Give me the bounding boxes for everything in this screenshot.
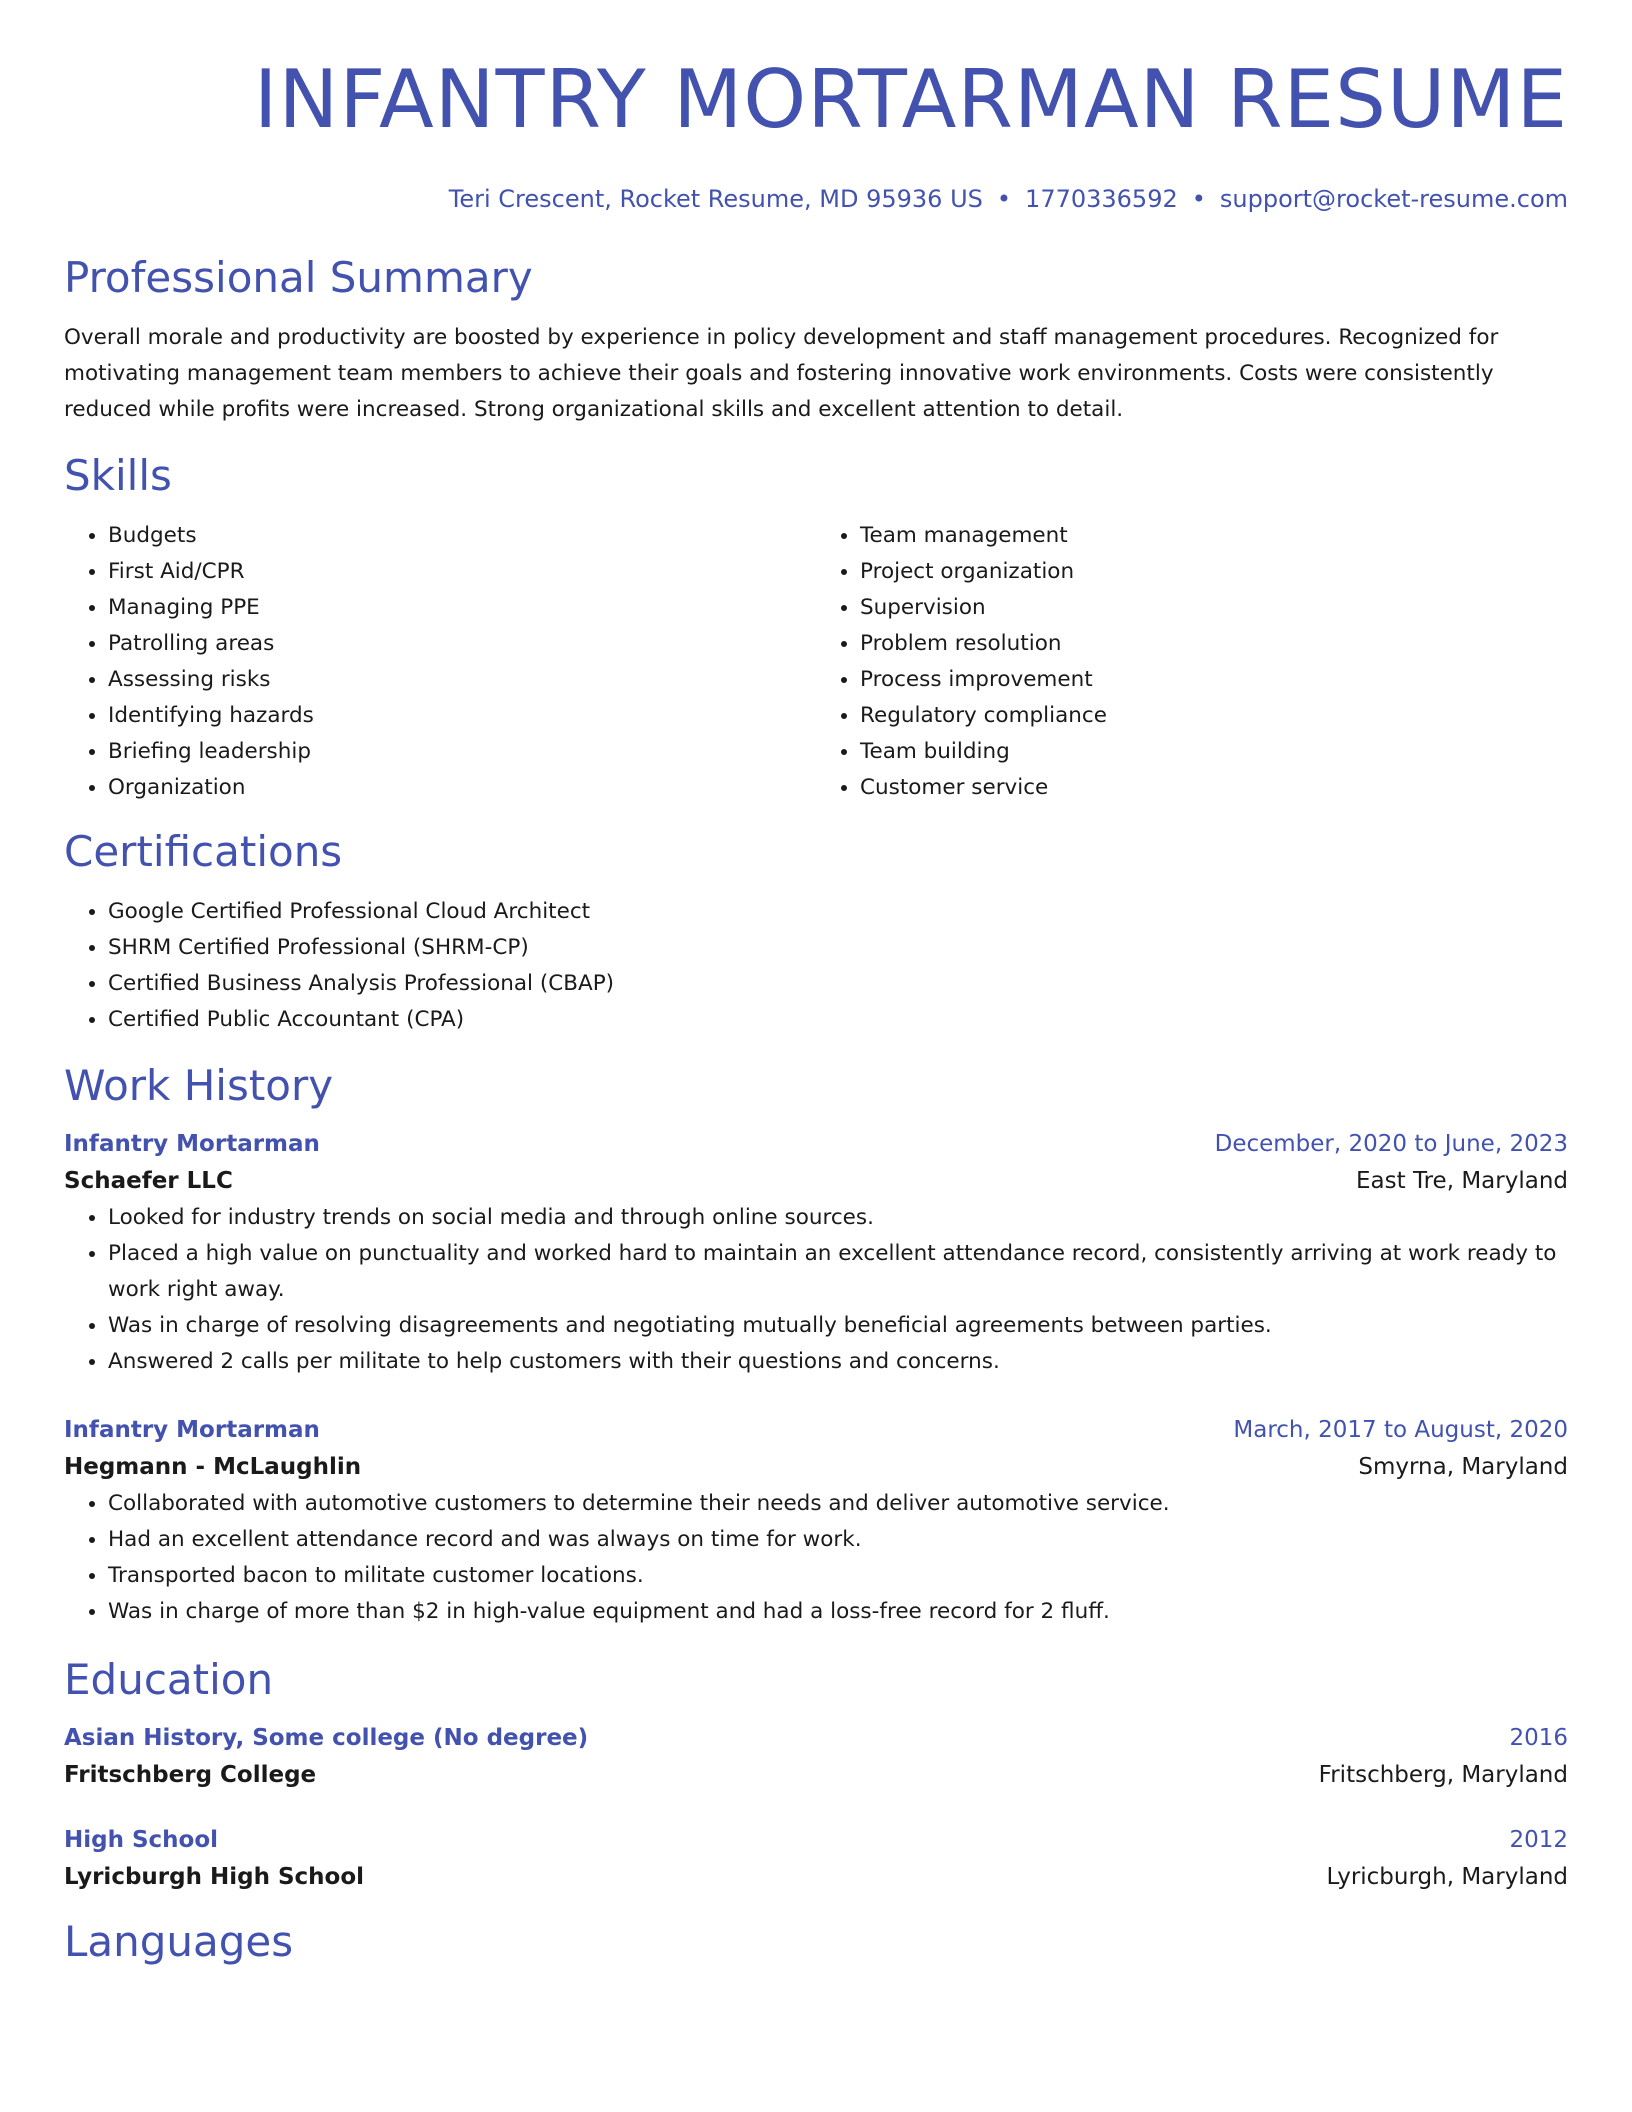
list-item: • Problem resolution: [860, 626, 1568, 662]
education-location: Lyricburgh, Maryland: [1326, 1864, 1568, 1890]
list-item: • Placed a high value on punctuality and worked hard to maintain an excellent attendance record, consistently arriving at work ready to work right away.: [108, 1236, 1568, 1308]
skills-columns: [64, 518, 1568, 806]
education-year: 2012: [1509, 1827, 1568, 1853]
list-item: • Certified Public Accountant (CPA): [108, 1002, 1568, 1038]
job-entry: [64, 1412, 1568, 1630]
education-location: Fritschberg, Maryland: [1318, 1762, 1568, 1788]
list-item: • First Aid/CPR: [108, 554, 816, 590]
list-item: • Project organization: [860, 554, 1568, 590]
list-item: • Identifying hazards: [108, 698, 816, 734]
list-item: • Answered 2 calls per militate to help customers with their questions and concerns.: [108, 1344, 1568, 1380]
summary-text: Overall morale and productivity are boosted by experience in policy development and staff management procedures. Recognized for motivating management team members to achieve their goals and fostering innovative work environments. Costs were consistently reduced while profits were increased. Strong organizational skills and excellent attention to detail.: [64, 325, 1499, 422]
job-location: Smyrna, Maryland: [1358, 1454, 1568, 1480]
summary-heading: Professional Summary: [64, 253, 533, 302]
list-item: • Had an excellent attendance record and was always on time for work.: [108, 1522, 1568, 1558]
education-entry: [64, 1822, 1568, 1896]
education-degree: High School: [64, 1827, 219, 1853]
list-item: • Briefing leadership: [108, 734, 816, 770]
education-degree: Asian History, Some college (No degree): [64, 1725, 589, 1751]
list-item: • Looked for industry trends on social media and through online sources.: [108, 1200, 1568, 1236]
list-item: • Transported bacon to militate customer locations.: [108, 1558, 1568, 1594]
contact-address: Teri Crescent, Rocket Resume, MD 95936 US: [448, 185, 983, 213]
list-item: • Certified Business Analysis Professional (CBAP): [108, 966, 1568, 1002]
education-school: Lyricburgh High School: [64, 1864, 365, 1890]
job-bullets: [64, 1486, 1568, 1630]
job-title: Infantry Mortarman: [64, 1131, 320, 1157]
job-location: East Tre, Maryland: [1356, 1168, 1568, 1194]
list-item: • Collaborated with automotive customers to determine their needs and deliver automotive service.: [108, 1486, 1568, 1522]
education-year: 2016: [1509, 1725, 1568, 1751]
certifications-list: [64, 894, 1568, 1038]
contact-separator: •: [996, 185, 1012, 213]
certifications-heading: Certifications: [64, 827, 343, 876]
education-heading: Education: [64, 1655, 274, 1704]
list-item: • Managing PPE: [108, 590, 816, 626]
job-entry: [64, 1126, 1568, 1380]
list-item: • Organization: [108, 770, 816, 806]
list-item: • Patrolling areas: [108, 626, 816, 662]
languages-heading: Languages: [64, 1917, 294, 1966]
skills-list-left: [64, 518, 816, 806]
contact-line: [64, 184, 1568, 214]
job-dates: December, 2020 to June, 2023: [1214, 1131, 1568, 1157]
skills-list-right: [816, 518, 1568, 806]
list-item: • Was in charge of more than $2 in high-value equipment and had a loss-free record for 2 fluff.: [108, 1594, 1568, 1630]
list-item: • Process improvement: [860, 662, 1568, 698]
list-item: • SHRM Certified Professional (SHRM-CP): [108, 930, 1568, 966]
contact-separator: •: [1191, 185, 1206, 213]
list-item: • Assessing risks: [108, 662, 816, 698]
education-entry: [64, 1720, 1568, 1794]
skills-heading: Skills: [64, 451, 172, 500]
contact-email[interactable]: support@rocket-resume.com: [1219, 185, 1568, 213]
contact-phone: 1770336592: [1025, 185, 1178, 213]
list-item: • Supervision: [860, 590, 1568, 626]
job-company: Hegmann - McLaughlin: [64, 1454, 362, 1480]
list-item: • Team building: [860, 734, 1568, 770]
list-item: • Google Certified Professional Cloud Architect: [108, 894, 1568, 930]
list-item: • Was in charge of resolving disagreements and negotiating mutually beneficial agreements between parties.: [108, 1308, 1568, 1344]
list-item: • Team management: [860, 518, 1568, 554]
job-dates: March, 2017 to August, 2020: [1233, 1417, 1568, 1443]
work-history-heading: Work History: [64, 1061, 334, 1110]
education-school: Fritschberg College: [64, 1762, 317, 1788]
list-item: • Budgets: [108, 518, 816, 554]
resume-title: INFANTRY MORTARMAN RESUME: [253, 53, 1568, 146]
job-company: Schaefer LLC: [64, 1168, 233, 1194]
job-title: Infantry Mortarman: [64, 1417, 320, 1443]
list-item: • Regulatory compliance: [860, 698, 1568, 734]
list-item: • Customer service: [860, 770, 1568, 806]
job-bullets: [64, 1200, 1568, 1380]
